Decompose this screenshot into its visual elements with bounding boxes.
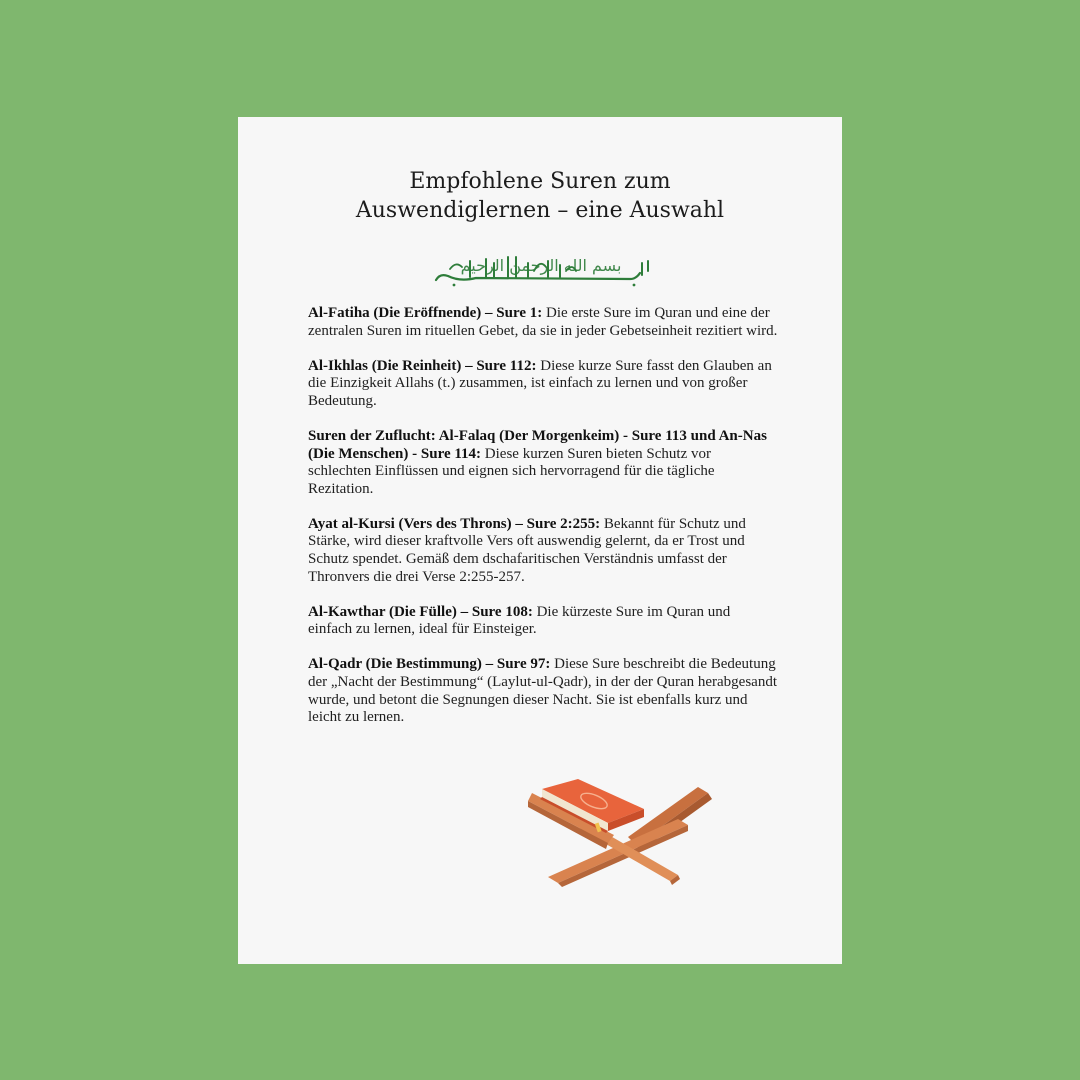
page-title	[238, 167, 842, 225]
document-page	[238, 117, 842, 964]
entry-text: Diese Sure beschreibt die Bedeutung der „Nacht der Bestimmung“ (Laylut-ul-Qadr), in der der Quran herabgesandt wurde, und betont die Segnungen dieser Nacht. Sie ist ebenfalls kurz und leicht zu lernen.	[308, 656, 777, 726]
entry-text: Diese kurzen Suren bieten Schutz vor schlechten Einflüssen und eignen sich hervorragend für die tägliche Rezitation.	[308, 445, 715, 497]
surah-entry-kawthar	[308, 604, 778, 639]
entry-text: Diese kurze Sure fasst den Glauben an die Einzigkeit Allahs (t.) zusammen, ist einfach zu lernen und von großer Bedeutung.	[308, 357, 772, 409]
entry-heading: Al-Fatiha (Die Eröffnende) – Sure 1:	[308, 305, 543, 321]
entry-heading: Al-Ikhlas (Die Reinheit) – Sure 112:	[308, 357, 537, 374]
bismillah-calligraphy	[430, 249, 652, 289]
entry-heading: Ayat al-Kursi (Vers des Throns) – Sure 2:255:	[308, 515, 601, 532]
entry-heading: Al-Qadr (Die Bestimmung) – Sure 97:	[308, 656, 551, 673]
surah-entry-ayat-al-kursi	[308, 516, 778, 586]
entry-text: Die erste Sure im Quran und eine der zentralen Suren im rituellen Gebet, da sie in jeder Gebetseinheit rezitiert wird.	[308, 305, 778, 339]
surah-list	[308, 305, 778, 744]
entry-heading: Al-Kawthar (Die Fülle) – Sure 108:	[308, 603, 533, 620]
surah-entry-falaq-nas	[308, 428, 778, 498]
title-line-1: Empfohlene Suren zum	[409, 169, 671, 194]
quran-on-rehal-stand-icon	[528, 779, 728, 889]
entry-text: Bekannt für Schutz und Stärke, wird dieser kraftvolle Vers oft auswendig gelernt, da er Trost und Schutz spendet. Gemäß dem dschafaritischen Verständnis umfasst der Thronvers die drei Verse 2:255-257.	[308, 515, 746, 585]
entry-heading: Suren der Zuflucht: Al-Falaq (Der Morgenkeim) - Sure 113 und An-Nas (Die Menschen) - Sure 114:	[308, 427, 767, 462]
surah-entry-qadr	[308, 656, 778, 726]
surah-entry-ikhlas	[308, 358, 778, 411]
title-line-2: Auswendiglernen – eine Auswahl	[355, 198, 725, 223]
entry-text: Die kürzeste Sure im Quran und einfach zu lernen, ideal für Einsteiger.	[308, 603, 731, 638]
surah-entry-fatiha	[308, 305, 778, 340]
bismillah-text: بسم الله الرحمن الرحيم	[460, 256, 622, 275]
